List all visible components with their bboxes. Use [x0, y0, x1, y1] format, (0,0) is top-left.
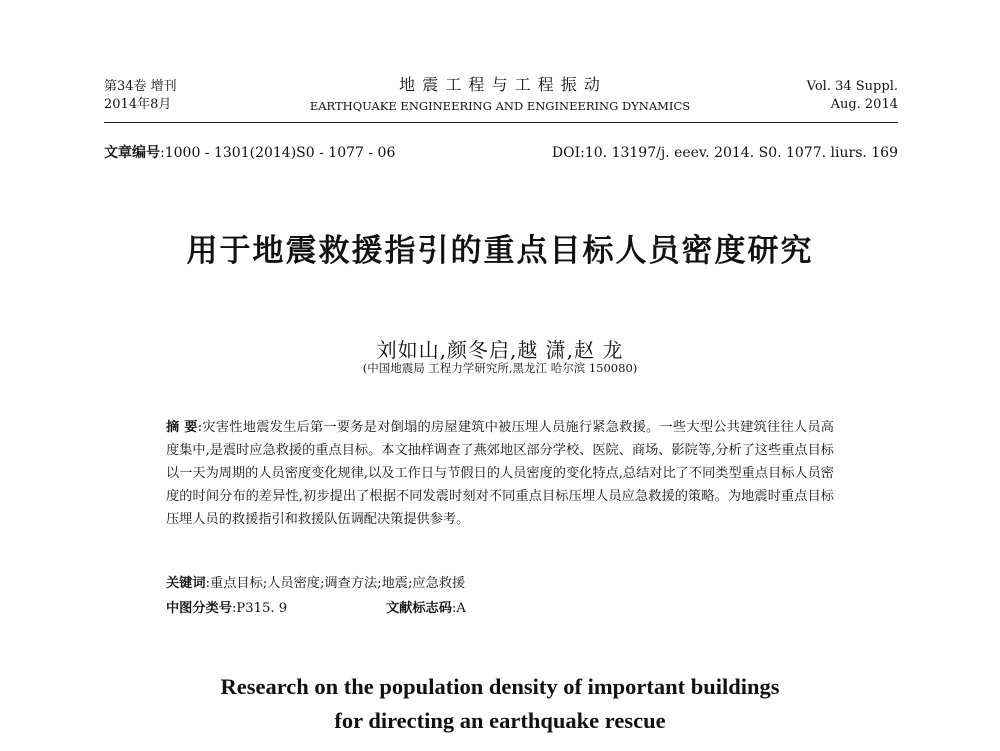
header-volume-cn: 第34卷 增刊 — [104, 79, 177, 94]
header-date-cn: 2014年8月 — [104, 97, 172, 112]
keywords-label: 关键词 — [166, 576, 206, 591]
journal-title-en: EARTHQUAKE ENGINEERING AND ENGINEERING DYNAMICS — [309, 99, 691, 113]
journal-title-cn: 地 震 工 程 与 工 程 振 动 — [399, 75, 601, 94]
affiliation: (中国地震局 工程力学研究所,黑龙江 哈尔滨 150080) — [362, 361, 638, 375]
header-rule — [104, 122, 898, 123]
doc-code-label: 文献标志码 — [386, 601, 452, 616]
paper-title-en-line1: Research on the population density of important buildings — [220, 674, 780, 699]
clc-label: 中图分类号 — [166, 601, 232, 616]
article-number — [104, 143, 395, 163]
keywords-text: :重点目标;人员密度;调查方法;地震;应急救援 — [205, 576, 466, 591]
authors: 刘如山,颜冬启,越 潇,赵 龙 — [376, 338, 624, 362]
clc-number — [166, 597, 287, 616]
document-code — [386, 597, 466, 616]
article-number-value: :1000 - 1301(2014)S0 - 1077 - 06 — [160, 145, 396, 161]
doc-code-value: :A — [451, 601, 466, 616]
doi: DOI:10. 13197/j. eeev. 2014. S0. 1077. liurs. 169 — [551, 145, 898, 161]
header-volume-en: Vol. 34 Suppl. — [806, 79, 898, 94]
abstract-label: 摘 要 — [166, 420, 198, 435]
abstract — [166, 416, 834, 531]
article-number-label: 文章编号 — [104, 145, 160, 161]
paper-title-cn: 用于地震救援指引的重点目标人员密度研究 — [186, 233, 814, 269]
abstract-text: :灾害性地震发生后第一要务是对倒塌的房屋建筑中被压埋人员施行紧急救援。一些大型公共建筑往往人员高度集中,是震时应急救援的重点目标。本文抽样调查了燕郊地区部分学校、医院、商场、影院等,分析了这些重点目标以一天为周期的人员密度变化规律,以及工作日与节假日的人员密度的变化特点,总结对比了不同类型重点目标人员密度的时间分布的差异性,初步提出了根据不同发震时刻对不同重点目标压埋人员应急救援的策略。为地震时重点目标压埋人员的救援指引和救援队伍调配决策提供参考。 — [166, 420, 834, 527]
clc-value: :P315. 9 — [231, 601, 288, 616]
keywords — [166, 572, 465, 591]
paper-title-en-line2: for directing an earthquake rescue — [334, 708, 666, 733]
header-date-en: Aug. 2014 — [830, 97, 898, 112]
